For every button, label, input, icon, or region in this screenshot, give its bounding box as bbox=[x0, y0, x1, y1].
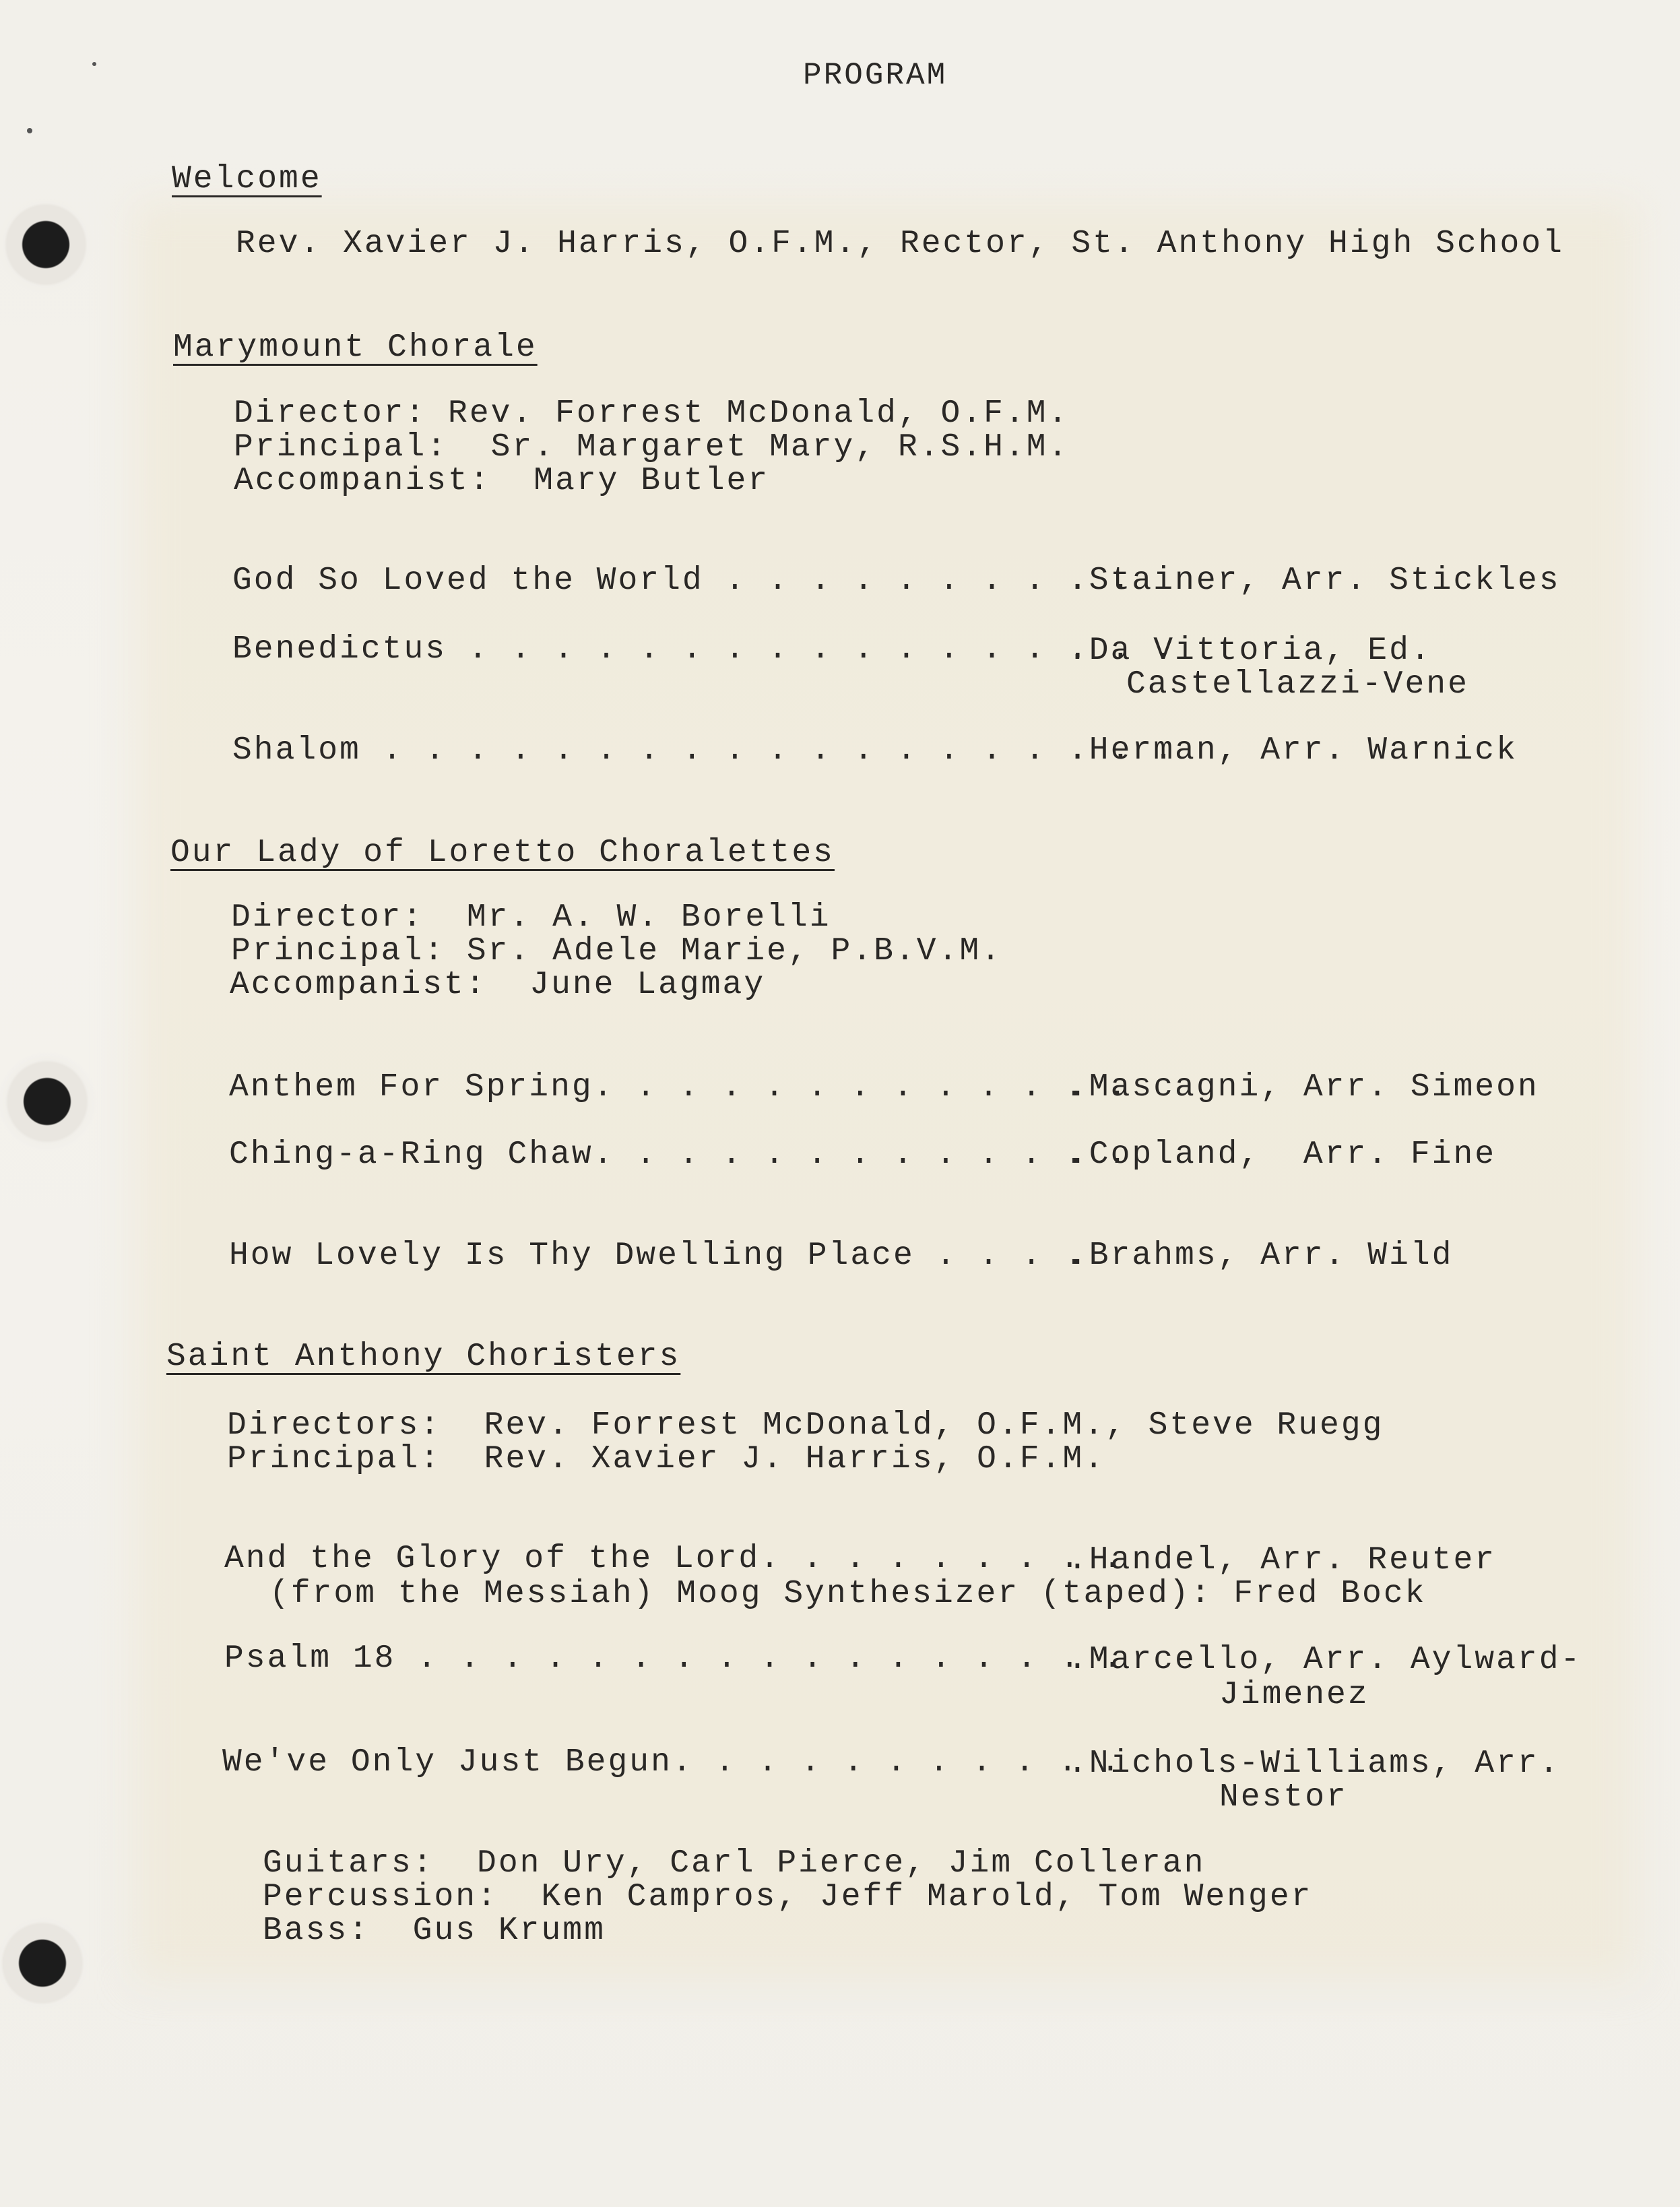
song-title: Ching-a-Ring Chaw. . . . . . . . . . . . . bbox=[229, 1137, 1129, 1173]
paper-speck bbox=[92, 62, 96, 66]
credit-line: Accompanist: June Lagmay bbox=[230, 967, 766, 1003]
section-heading-welcome: Welcome bbox=[172, 161, 322, 197]
song-title: Psalm 18 . . . . . . . . . . . . . . . . . bbox=[224, 1640, 1124, 1677]
credit-line: Director: Mr. A. W. Borelli bbox=[231, 899, 831, 936]
punch-hole-top bbox=[0, 194, 96, 295]
section-heading-marymount: Marymount Chorale bbox=[173, 329, 538, 366]
credit-line: Principal: Sr. Adele Marie, P.B.V.M. bbox=[231, 933, 1002, 969]
song-composer: .Nichols-Williams, Arr. bbox=[1068, 1746, 1561, 1782]
song-title: God So Loved the World . . . . . . . . . . bbox=[232, 563, 1132, 599]
section-heading-anthony: Saint Anthony Choristers bbox=[166, 1339, 681, 1375]
song-composer-continued: Nestor bbox=[1219, 1779, 1348, 1816]
song-title: Shalom . . . . . . . . . . . . . . . . . . . bbox=[232, 732, 1175, 769]
song-composer-continued: Castellazzi-Vene bbox=[1126, 666, 1469, 703]
punch-hole-middle bbox=[0, 1051, 98, 1152]
band-line: Guitars: Don Ury, Carl Pierce, Jim Colleran bbox=[263, 1845, 1206, 1882]
song-composer: .Handel, Arr. Reuter bbox=[1068, 1542, 1497, 1578]
song-composer: .Marcello, Arr. Aylward- bbox=[1068, 1642, 1582, 1678]
song-title: Benedictus . . . . . . . . . . . . . . . . . bbox=[232, 631, 1175, 668]
credit-line: Accompanist: Mary Butler bbox=[234, 463, 770, 499]
welcome-line: Rev. Xavier J. Harris, O.F.M., Rector, St. Anthony High School bbox=[236, 226, 1564, 262]
song-title: How Lovely Is Thy Dwelling Place . . . . bbox=[229, 1238, 1087, 1274]
song-title: We've Only Just Begun. . . . . . . . . . . bbox=[222, 1744, 1122, 1781]
song-composer: .Stainer, Arr. Stickles bbox=[1068, 563, 1561, 599]
song-title: Anthem For Spring. . . . . . . . . . . . . bbox=[229, 1069, 1129, 1106]
song-composer: .Mascagni, Arr. Simeon bbox=[1068, 1069, 1539, 1106]
song-title: And the Glory of the Lord. . . . . . . . . bbox=[224, 1541, 1124, 1577]
song-note: (from the Messiah) Moog Synthesizer (taped): Fred Bock bbox=[269, 1576, 1427, 1612]
credit-line: Principal: Rev. Xavier J. Harris, O.F.M. bbox=[227, 1441, 1105, 1477]
song-composer: .Herman, Arr. Warnick bbox=[1068, 732, 1518, 769]
credit-line: Directors: Rev. Forrest McDonald, O.F.M., Steve Ruegg bbox=[227, 1407, 1384, 1444]
band-line: Percussion: Ken Campros, Jeff Marold, Tom Wenger bbox=[263, 1879, 1313, 1915]
credit-line: Principal: Sr. Margaret Mary, R.S.H.M. bbox=[234, 429, 1070, 466]
song-composer: .Da Vittoria, Ed. bbox=[1068, 633, 1432, 669]
credit-line: Director: Rev. Forrest McDonald, O.F.M. bbox=[234, 395, 1070, 432]
punch-hole-bottom bbox=[0, 1913, 93, 2014]
section-heading-loretto: Our Lady of Loretto Choralettes bbox=[170, 835, 835, 871]
song-composer-continued: Jimenez bbox=[1219, 1677, 1369, 1713]
song-composer: .Copland, Arr. Fine bbox=[1068, 1137, 1497, 1173]
page-title: PROGRAM bbox=[803, 58, 948, 93]
song-composer: .Brahms, Arr. Wild bbox=[1068, 1238, 1454, 1274]
band-line: Bass: Gus Krumm bbox=[263, 1913, 606, 1949]
paper-speck bbox=[27, 128, 32, 133]
